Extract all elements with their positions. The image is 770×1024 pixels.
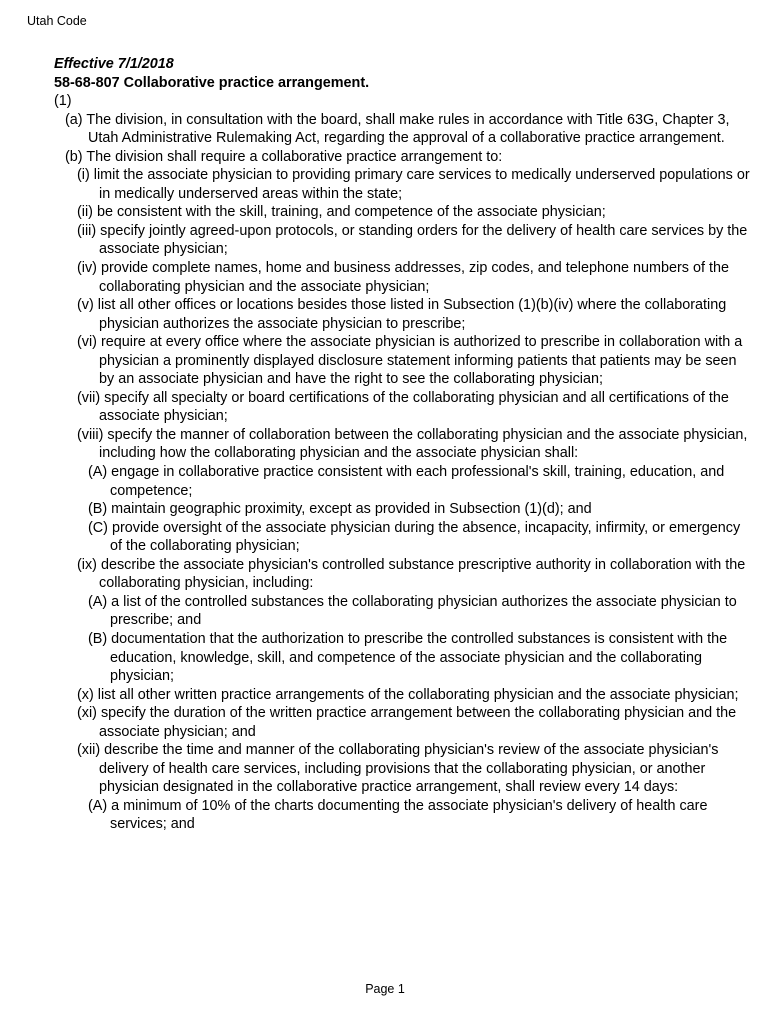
clause-xii: (xii) describe the time and manner of the collaborating physician's review of the associate physician's delivery of health care services, including provisions that the collaborating physician, or another physician designated in the collaborative practice arrangement, shall review every 14 days: (77, 742, 719, 796)
clause-ix: (ix) describe the associate physician's controlled substance prescriptive authority in collaboration with the collaborating physician, including: (77, 556, 746, 592)
clause-ix-b: (B) documentation that the authorization to prescribe the controlled substances is consistent with the education, knowledge, skill, and competence of the associate physician and the collaborating physician; (88, 630, 728, 685)
clause-xi: (xi) specify the duration of the written practice arrangement between the collaborating physician and the associate physician; and (77, 705, 737, 740)
clause-viii: (viii) specify the manner of collaboration between the collaborating physician and the associate physician, including how the collaborating physician and the associate physician shall: (77, 426, 748, 462)
clause-iii: (iii) specify jointly agreed-upon protocols, or standing orders for the delivery of health care services by the associate physician; (77, 222, 748, 258)
clause-i: (i) limit the associate physician to providing primary care services to medically underserved populations or in medically underserved areas within the state; (77, 167, 750, 202)
clause-xii-a: (A) a minimum of 10% of the charts documenting the associate physician's delivery of health care services; and (88, 797, 708, 833)
subsection-1-b: (b) The division shall require a collaborative practice arrangement to: (65, 148, 503, 165)
page-header-source: Utah Code (27, 14, 87, 28)
document-body (54, 55, 754, 834)
clause-viii-b: (B) maintain geographic proximity, except as provided in Subsection (1)(d); and (88, 501, 592, 518)
clause-x: (x) list all other written practice arrangements of the collaborating physician and the associate physician; (77, 686, 739, 703)
clause-iv: (iv) provide complete names, home and business addresses, zip codes, and telephone numbers of the collaborating physician and the associate physician; (77, 260, 729, 295)
clause-vii: (vii) specify all specialty or board certifications of the collaborating physician and all certifications of the associate physician; (77, 389, 729, 425)
effective-date: Effective 7/1/2018 (54, 56, 174, 72)
clause-viii-c: (C) provide oversight of the associate physician during the absence, incapacity, infirmity, or emergency of the collaborating physician; (88, 519, 741, 555)
subsection-1: (1) (54, 93, 72, 110)
clause-ii: (ii) be consistent with the skill, training, and competence of the associate physician; (77, 204, 606, 221)
clause-vi: (vi) require at every office where the associate physician is authorized to prescribe in collaboration with a physician a prominently displayed disclosure statement informing patients that patients may be seen by an associate physician and have the right to see the collaborating physician; (77, 334, 743, 388)
subsection-1-a: (a) The division, in consultation with the board, shall make rules in accordance with Title 63G, Chapter 3, Utah Administrative Rulemaking Act, regarding the approval of a collaborative practice arrangement. (65, 111, 730, 147)
page-number: Page 1 (365, 982, 405, 996)
clause-v: (v) list all other offices or locations besides those listed in Subsection (1)(b)(iv) where the collaborating physician authorizes the associate physician to prescribe; (77, 297, 727, 332)
section-title: 58-68-807 Collaborative practice arrangement. (54, 74, 370, 91)
clause-viii-a: (A) engage in collaborative practice consistent with each professional's skill, training, education, and competence; (88, 464, 725, 499)
clause-ix-a: (A) a list of the controlled substances the collaborating physician authorizes the associate physician to prescribe; and (88, 593, 737, 629)
